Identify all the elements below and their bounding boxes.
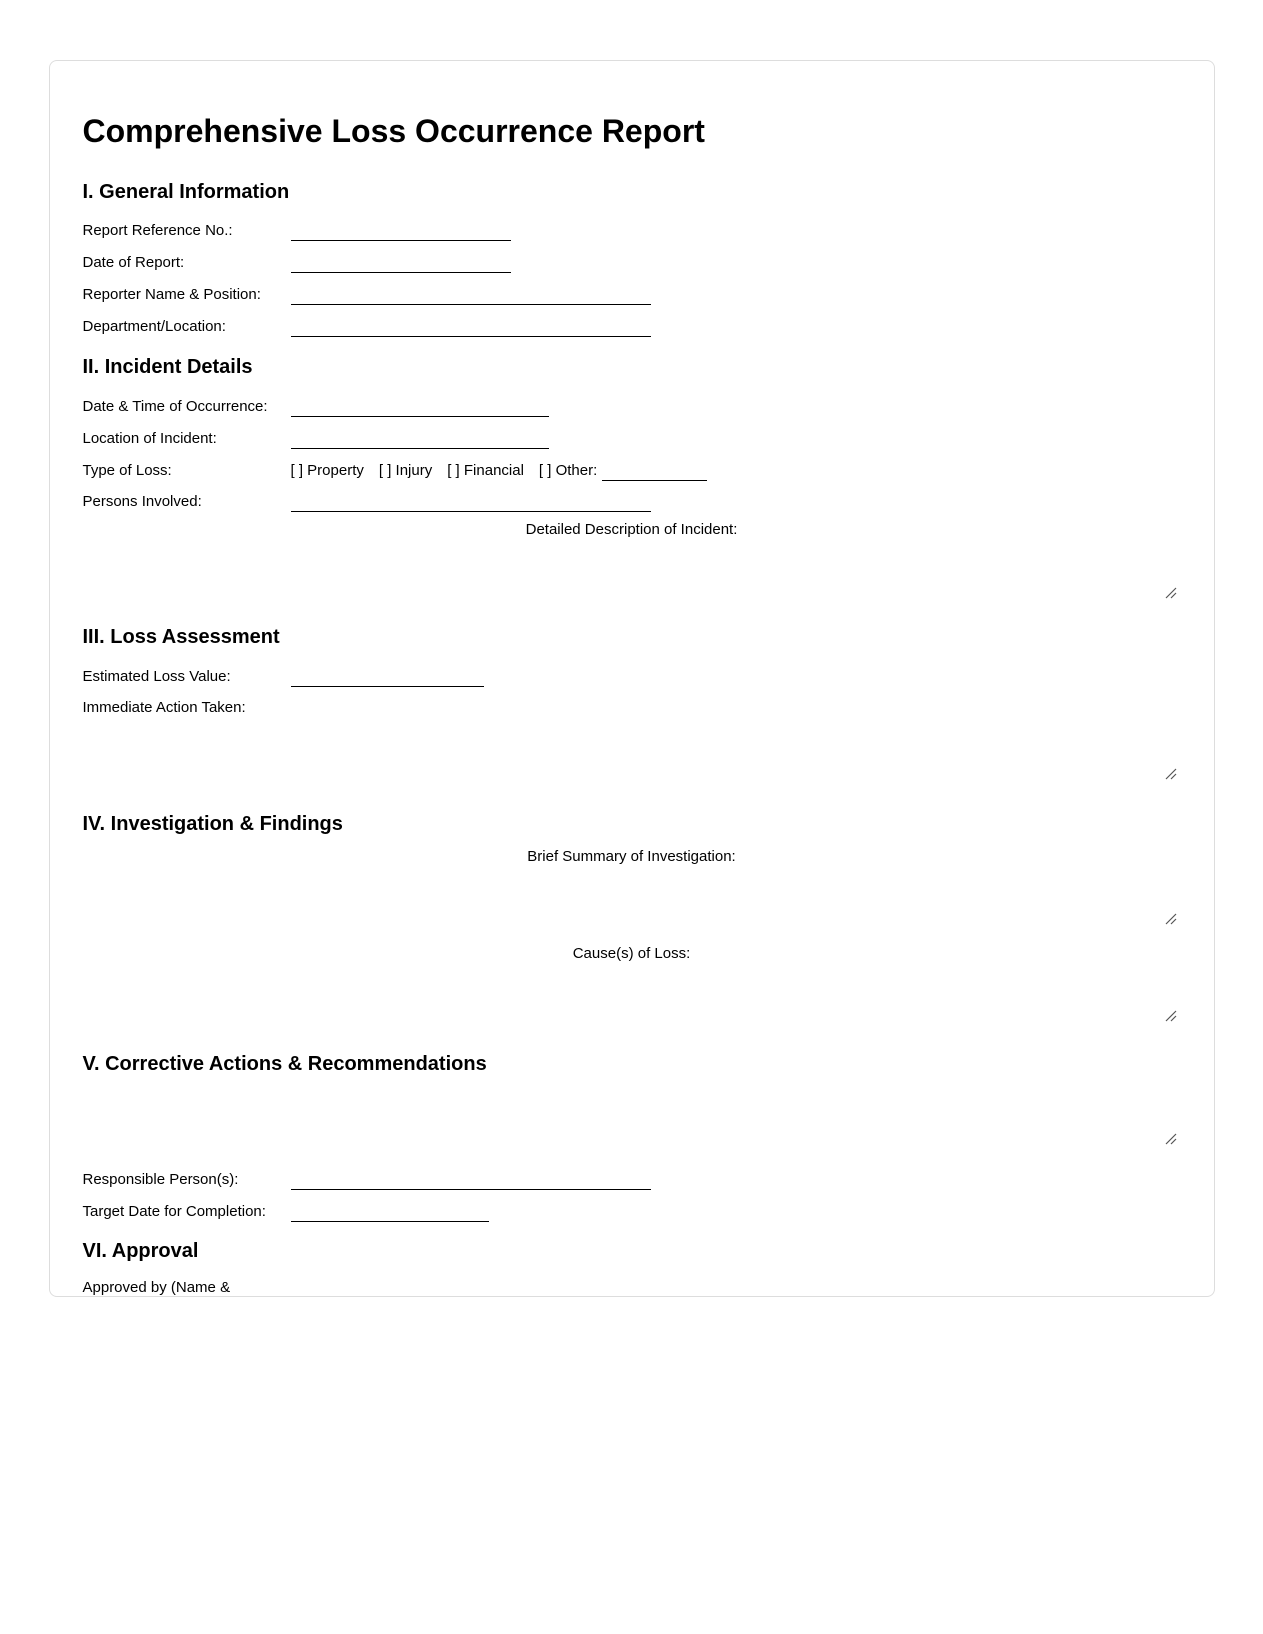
brief-summary-label: Brief Summary of Investigation: [527,848,736,865]
incident-location-input[interactable] [291,429,549,449]
report-form-card [49,60,1215,1297]
causes-of-loss-field [83,964,1181,1024]
estimated-loss-input[interactable] [291,667,484,687]
report-reference-label: Report Reference No.: [82,222,233,239]
section-heading-general-information: I. General Information [82,181,290,203]
other-loss-type-input[interactable] [602,461,707,481]
checkbox-other[interactable]: [ ] Other: [538,462,598,479]
field-row-department [83,315,1181,337]
field-row-target-date [83,1200,1181,1222]
detailed-description-textarea[interactable] [83,539,1181,601]
field-row-persons-involved [83,490,1181,512]
occurrence-label: Date & Time of Occurrence: [82,398,268,415]
responsible-persons-label: Responsible Person(s): [82,1171,239,1188]
incident-location-label: Location of Incident: [82,430,217,447]
field-row-type-of-loss [83,459,1181,481]
detailed-description-field [83,539,1181,601]
section-heading-loss-assessment: III. Loss Assessment [82,626,280,648]
report-reference-input[interactable] [291,221,511,241]
field-row-occurrence [83,395,1181,417]
brief-summary-field [83,867,1181,927]
date-of-report-input[interactable] [291,253,511,273]
persons-involved-input[interactable] [291,492,651,512]
section-heading-incident-details: II. Incident Details [82,356,253,378]
causes-of-loss-textarea[interactable] [83,964,1181,1024]
section-heading-investigation: IV. Investigation & Findings [82,813,343,835]
field-row-report-reference [83,219,1181,241]
causes-of-loss-label: Cause(s) of Loss: [572,945,691,962]
corrective-actions-textarea[interactable] [83,1083,1181,1147]
corrective-actions-field [83,1083,1181,1147]
field-row-reporter-name [83,283,1181,305]
detailed-description-label: Detailed Description of Incident: [525,521,738,538]
field-row-date-of-report [83,251,1181,273]
checkbox-property[interactable]: [ ] Property [290,462,364,479]
field-row-incident-location [83,427,1181,449]
immediate-action-field [83,718,1181,782]
immediate-action-textarea[interactable] [83,718,1181,782]
section-heading-corrective-actions: V. Corrective Actions & Recommendations [82,1053,487,1075]
checkbox-injury[interactable]: [ ] Injury [378,462,433,479]
immediate-action-label: Immediate Action Taken: [82,699,246,716]
responsible-persons-input[interactable] [291,1170,651,1190]
department-label: Department/Location: [82,318,226,335]
reporter-name-label: Reporter Name & Position: [82,286,261,303]
page-title: Comprehensive Loss Occurrence Report [82,113,705,149]
estimated-loss-label: Estimated Loss Value: [82,668,231,685]
target-date-input[interactable] [291,1202,489,1222]
approved-by-label: Approved by (Name & [82,1279,231,1296]
type-of-loss-label: Type of Loss: [82,462,172,479]
field-row-responsible-persons [83,1168,1181,1190]
department-input[interactable] [291,317,651,337]
date-of-report-label: Date of Report: [82,254,185,271]
target-date-label: Target Date for Completion: [82,1203,266,1220]
section-heading-approval: VI. Approval [82,1240,199,1262]
persons-involved-label: Persons Involved: [82,493,202,510]
field-row-estimated-loss [83,665,1181,687]
loss-type-options [291,460,708,481]
brief-summary-textarea[interactable] [83,867,1181,927]
checkbox-financial[interactable]: [ ] Financial [447,462,524,479]
occurrence-input[interactable] [291,397,549,417]
reporter-name-input[interactable] [291,285,651,305]
